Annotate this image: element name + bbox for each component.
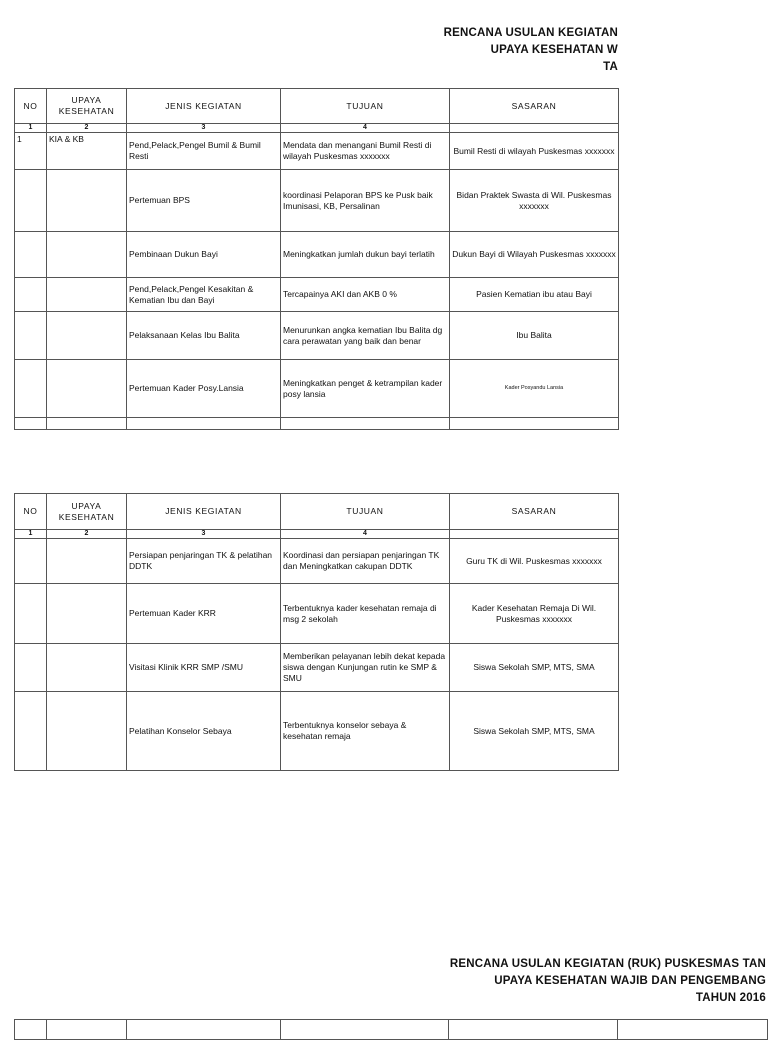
table-cell [15,1020,47,1040]
cell-sasaran: Ibu Balita [450,312,619,360]
cell-sasaran: Pasien Kematian ibu atau Bayi [450,278,619,312]
header-upaya: UPAYA KESEHATAN [47,494,127,530]
cell-tujuan: koordinasi Pelaporan BPS ke Pusk baik Imunisasi, KB, Persalinan [281,170,450,232]
activity-table-1 [14,88,619,430]
cell-no [15,232,47,278]
cell-no [15,312,47,360]
table-cell [126,1020,280,1040]
table-cell [280,1020,449,1040]
cell-no [15,644,47,692]
col-number: 1 [15,530,47,539]
cell-tujuan: Memberikan pelayanan lebih dekat kepada siswa dengan Kunjungan rutin ke SMP & SMU [281,644,450,692]
activity-table-2 [14,493,619,771]
cell-jenis: Pend,Pelack,Pengel Kesakitan & Kematian Ibu dan Bayi [127,278,281,312]
cell-tujuan: Mendata dan menangani Bumil Resti di wilayah Puskesmas xxxxxxx [281,133,450,170]
title-line-2: UPAYA KESEHATAN WAJIB DAN PENGEMBANG [494,975,766,987]
cell-upaya [47,232,127,278]
cell-no [15,170,47,232]
table-row [15,584,619,644]
header-upaya: UPAYA KESEHATAN [47,89,127,124]
cell-jenis [127,418,281,430]
table-row [15,418,619,430]
cell-jenis: Pertemuan Kader Posy.Lansia [127,360,281,418]
title-line-1: RENCANA USULAN KEGIATAN [443,27,618,39]
table-row [15,232,619,278]
title-line-3: TAHUN 2016 [695,992,766,1004]
table-row [15,133,619,170]
table-row [15,692,619,771]
page-title-bottom [450,956,766,1007]
cell-upaya [47,170,127,232]
table-cell [618,1020,768,1040]
header-sasaran: SASARAN [450,494,619,530]
cell-sasaran: Kader Posyandu Lansia [450,360,619,418]
page-title-top [444,25,618,76]
col-number: 2 [47,530,127,539]
cell-upaya [47,584,127,644]
cell-tujuan: Koordinasi dan persiapan penjaringan TK dan Meningkatkan cakupan DDTK [281,539,450,584]
col-number: 2 [47,124,127,133]
header-no: NO [15,89,47,124]
title-line-1: RENCANA USULAN KEGIATAN (RUK) PUSKESMAS TAN [449,958,766,970]
cell-sasaran [450,418,619,430]
header-tujuan: TUJUAN [281,494,450,530]
cell-jenis: Persiapan penjaringan TK & pelatihan DDTK [127,539,281,584]
cell-no [15,692,47,771]
cell-upaya [47,278,127,312]
cell-tujuan: Terbentuknya kader kesehatan remaja di msg 2 sekolah [281,584,450,644]
table-row [15,539,619,584]
table-row [15,170,619,232]
col-number: 4 [281,530,450,539]
cell-upaya [47,418,127,430]
col-number [450,124,619,133]
header-jenis: JENIS KEGIATAN [127,89,281,124]
cell-upaya [47,360,127,418]
cell-sasaran: Guru TK di Wil. Puskesmas xxxxxxx [450,539,619,584]
cell-jenis: Pembinaan Dukun Bayi [127,232,281,278]
cell-sasaran: Siswa Sekolah SMP, MTS, SMA [450,644,619,692]
cell-no [15,539,47,584]
cell-tujuan: Terbentuknya konselor sebaya & kesehatan remaja [281,692,450,771]
cell-upaya [47,644,127,692]
header-sasaran: SASARAN [450,89,619,124]
cell-upaya [47,539,127,584]
cell-tujuan: Meningkatkan jumlah dukun bayi terlatih [281,232,450,278]
cell-upaya [47,312,127,360]
cell-sasaran: Kader Kesehatan Remaja Di Wil. Puskesmas xxxxxxx [450,584,619,644]
cell-tujuan: Menurunkan angka kematian Ibu Balita dg cara perawatan yang baik dan benar [281,312,450,360]
cell-sasaran: Siswa Sekolah SMP, MTS, SMA [450,692,619,771]
cell-no: 1 [15,133,47,170]
cell-jenis: Pertemuan BPS [127,170,281,232]
cell-no [15,278,47,312]
table-row [15,644,619,692]
cell-upaya: KIA & KB [47,133,127,170]
cell-jenis: Pelaksanaan Kelas Ibu Balita [127,312,281,360]
table-row [15,278,619,312]
col-number: 1 [15,124,47,133]
table-row [15,312,619,360]
header-no: NO [15,494,47,530]
cell-tujuan [281,418,450,430]
cell-jenis: Pend,Pelack,Pengel Bumil & Bumil Resti [127,133,281,170]
col-number: 3 [127,124,281,133]
cell-no [15,584,47,644]
cell-jenis: Pertemuan Kader KRR [127,584,281,644]
header-tujuan: TUJUAN [281,89,450,124]
header-jenis: JENIS KEGIATAN [127,494,281,530]
table-cell [449,1020,618,1040]
cell-sasaran: Bumil Resti di wilayah Puskesmas xxxxxxx [450,133,619,170]
title-line-2: UPAYA KESEHATAN W [490,44,618,56]
cell-tujuan: Meningkatkan penget & ketrampilan kader posy lansia [281,360,450,418]
col-number: 4 [281,124,450,133]
col-number: 3 [127,530,281,539]
cell-no [15,418,47,430]
table-cell [46,1020,126,1040]
title-line-3: TA [603,61,618,73]
cell-no [15,360,47,418]
cell-jenis: Visitasi Klinik KRR SMP /SMU [127,644,281,692]
table-row [15,360,619,418]
cell-tujuan: Tercapainya AKI dan AKB 0 % [281,278,450,312]
cell-sasaran: Dukun Bayi di Wilayah Puskesmas xxxxxxx [450,232,619,278]
cell-sasaran: Bidan Praktek Swasta di Wil. Puskesmas xxxxxxx [450,170,619,232]
cell-upaya [47,692,127,771]
cell-jenis: Pelatihan Konselor Sebaya [127,692,281,771]
col-number [450,530,619,539]
activity-table-3-partial [14,1019,768,1040]
